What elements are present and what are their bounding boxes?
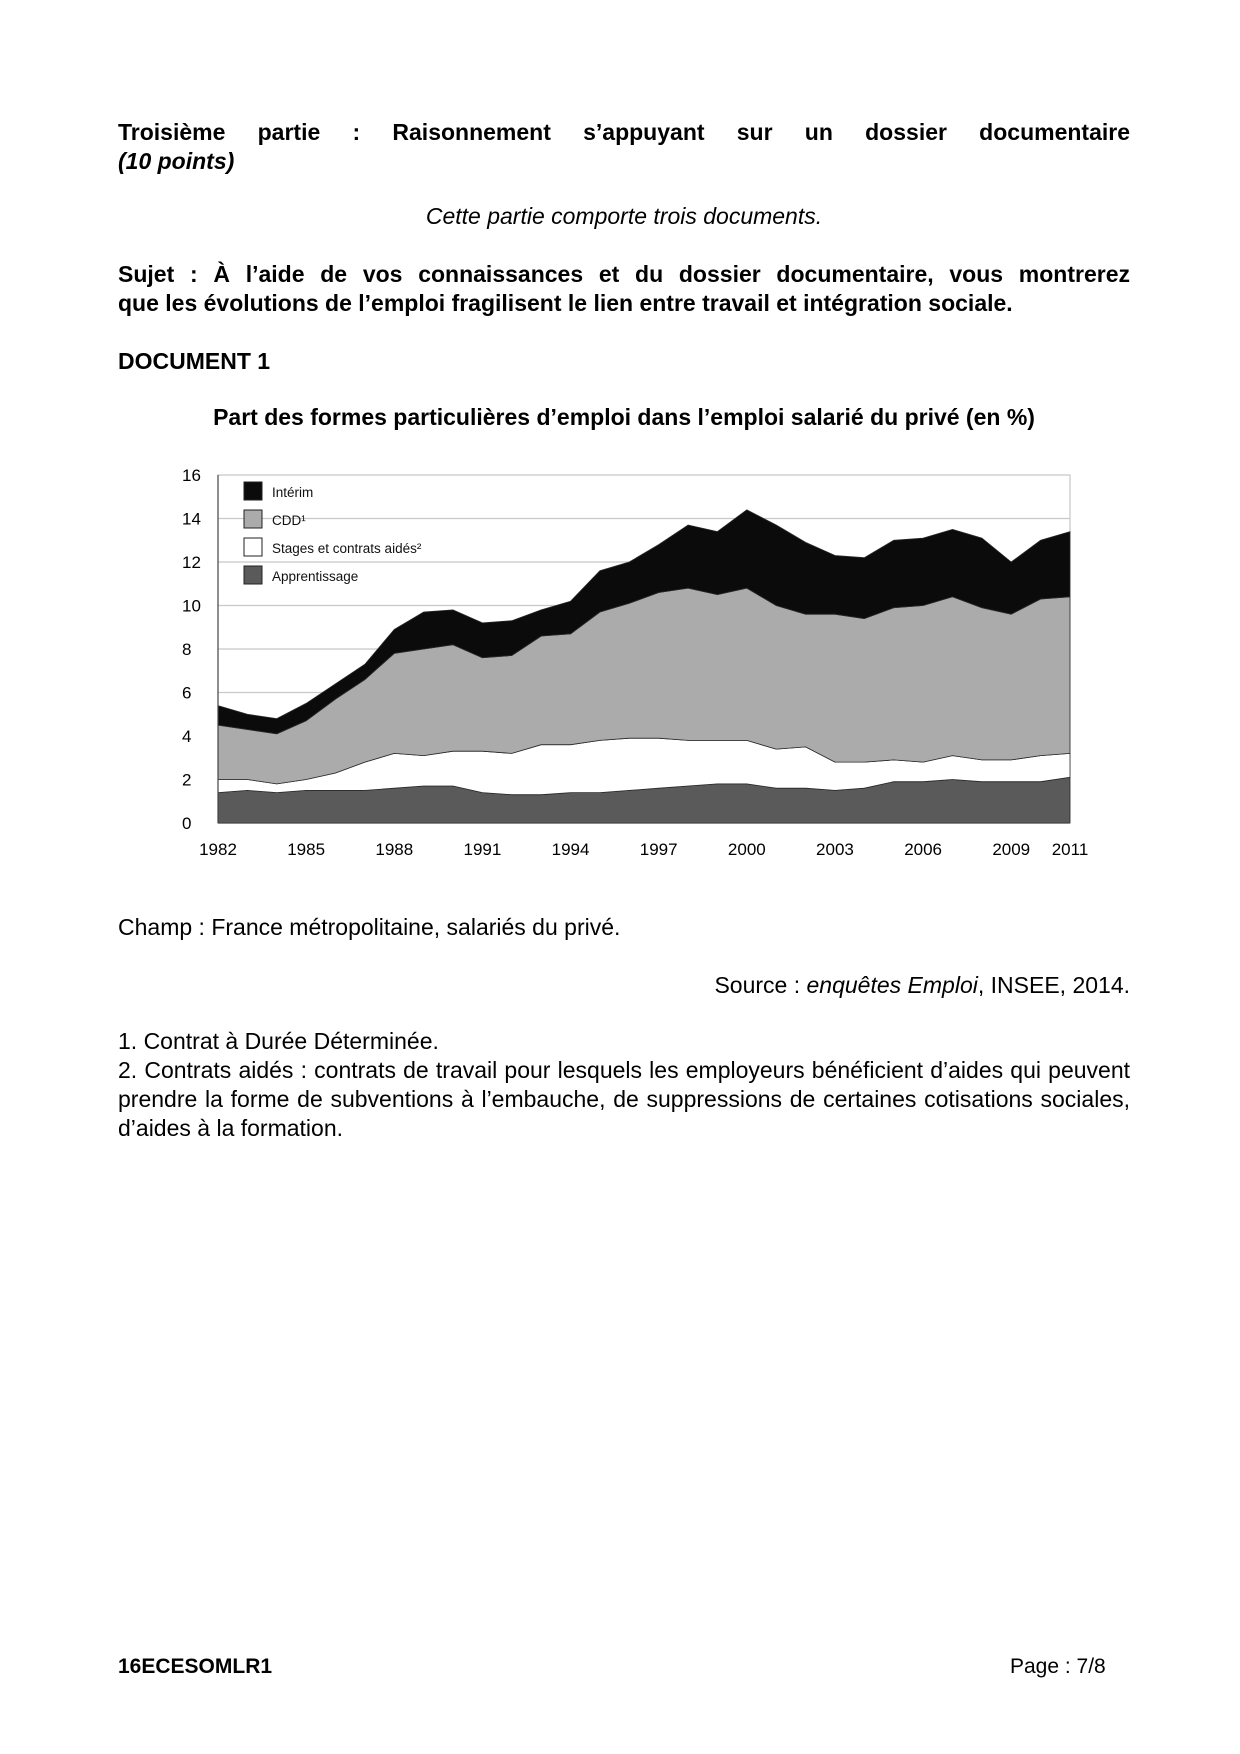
legend-label: Stages et contrats aidés² bbox=[272, 541, 422, 556]
x-tick-label: 2003 bbox=[816, 840, 854, 859]
footnotes bbox=[118, 1027, 1130, 1143]
chart-scope: Champ : France métropolitaine, salariés du privé. bbox=[118, 914, 621, 940]
subject bbox=[118, 260, 1130, 318]
chart-title: Part des formes particulières d’emploi dans l’emploi salarié du privé (en %) bbox=[213, 404, 1035, 430]
x-tick-label: 1997 bbox=[639, 840, 678, 859]
y-tick-label: 6 bbox=[182, 683, 192, 703]
part-title bbox=[118, 118, 1130, 176]
legend-swatch bbox=[244, 538, 262, 556]
x-tick-label: 2011 bbox=[1051, 840, 1089, 859]
y-tick-label: 8 bbox=[182, 640, 192, 659]
legend-label: Apprentissage bbox=[272, 569, 359, 584]
document-label: DOCUMENT 1 bbox=[118, 348, 271, 374]
chart-source bbox=[118, 971, 1130, 1000]
y-tick-label: 14 bbox=[182, 509, 201, 529]
y-tick-label: 10 bbox=[182, 596, 201, 616]
legend-swatch bbox=[244, 510, 262, 528]
legend-swatch bbox=[244, 482, 262, 500]
y-tick-label: 4 bbox=[182, 727, 192, 746]
y-tick-label: 2 bbox=[182, 770, 192, 790]
y-tick-label: 16 bbox=[182, 466, 201, 485]
area-chart bbox=[170, 455, 1130, 875]
part-title-line1: Troisième partie : Raisonnement s’appuyant sur un dossier documentaire bbox=[118, 119, 1130, 145]
y-tick-label: 12 bbox=[182, 553, 201, 572]
legend-label: CDD¹ bbox=[272, 513, 306, 528]
footnote-2: 2. Contrats aidés : contrats de travail pour lesquels les employeurs bénéficient d’aides qui peuvent prendre la forme de subventions à l’embauche, de suppressions de certaines cotisations sociales, d’aides à la formation. bbox=[118, 1057, 1130, 1141]
subject-line2: que les évolutions de l’emploi fragilisent le lien entre travail et intégration sociale. bbox=[118, 290, 1013, 316]
x-tick-label: 1991 bbox=[463, 840, 502, 859]
legend-swatch bbox=[244, 566, 262, 584]
footer-code: 16ECESOMLR1 bbox=[118, 1655, 273, 1678]
x-tick-label: 2006 bbox=[904, 840, 943, 859]
part-title-points: (10 points) bbox=[118, 148, 235, 174]
source-suffix: , INSEE, 2014. bbox=[977, 972, 1130, 998]
y-tick-label: 0 bbox=[182, 814, 192, 833]
x-tick-label: 2000 bbox=[727, 840, 766, 859]
subject-line1: Sujet : À l’aide de vos connaissances et du dossier documentaire, vous montrerez bbox=[118, 261, 1130, 287]
x-tick-label: 1982 bbox=[199, 840, 237, 859]
source-prefix: Source : bbox=[714, 972, 807, 998]
x-tick-label: 1994 bbox=[551, 840, 590, 859]
source-title: enquêtes Emploi bbox=[806, 972, 978, 998]
footnote-1: 1. Contrat à Durée Déterminée. bbox=[118, 1028, 439, 1054]
x-tick-label: 2009 bbox=[992, 840, 1031, 859]
chart bbox=[170, 455, 1130, 875]
intro-text: Cette partie comporte trois documents. bbox=[425, 203, 823, 229]
x-tick-label: 1985 bbox=[287, 840, 326, 859]
legend-label: Intérim bbox=[272, 485, 314, 500]
footer-page-number: Page : 7/8 bbox=[1010, 1655, 1106, 1678]
x-tick-label: 1988 bbox=[375, 840, 414, 859]
